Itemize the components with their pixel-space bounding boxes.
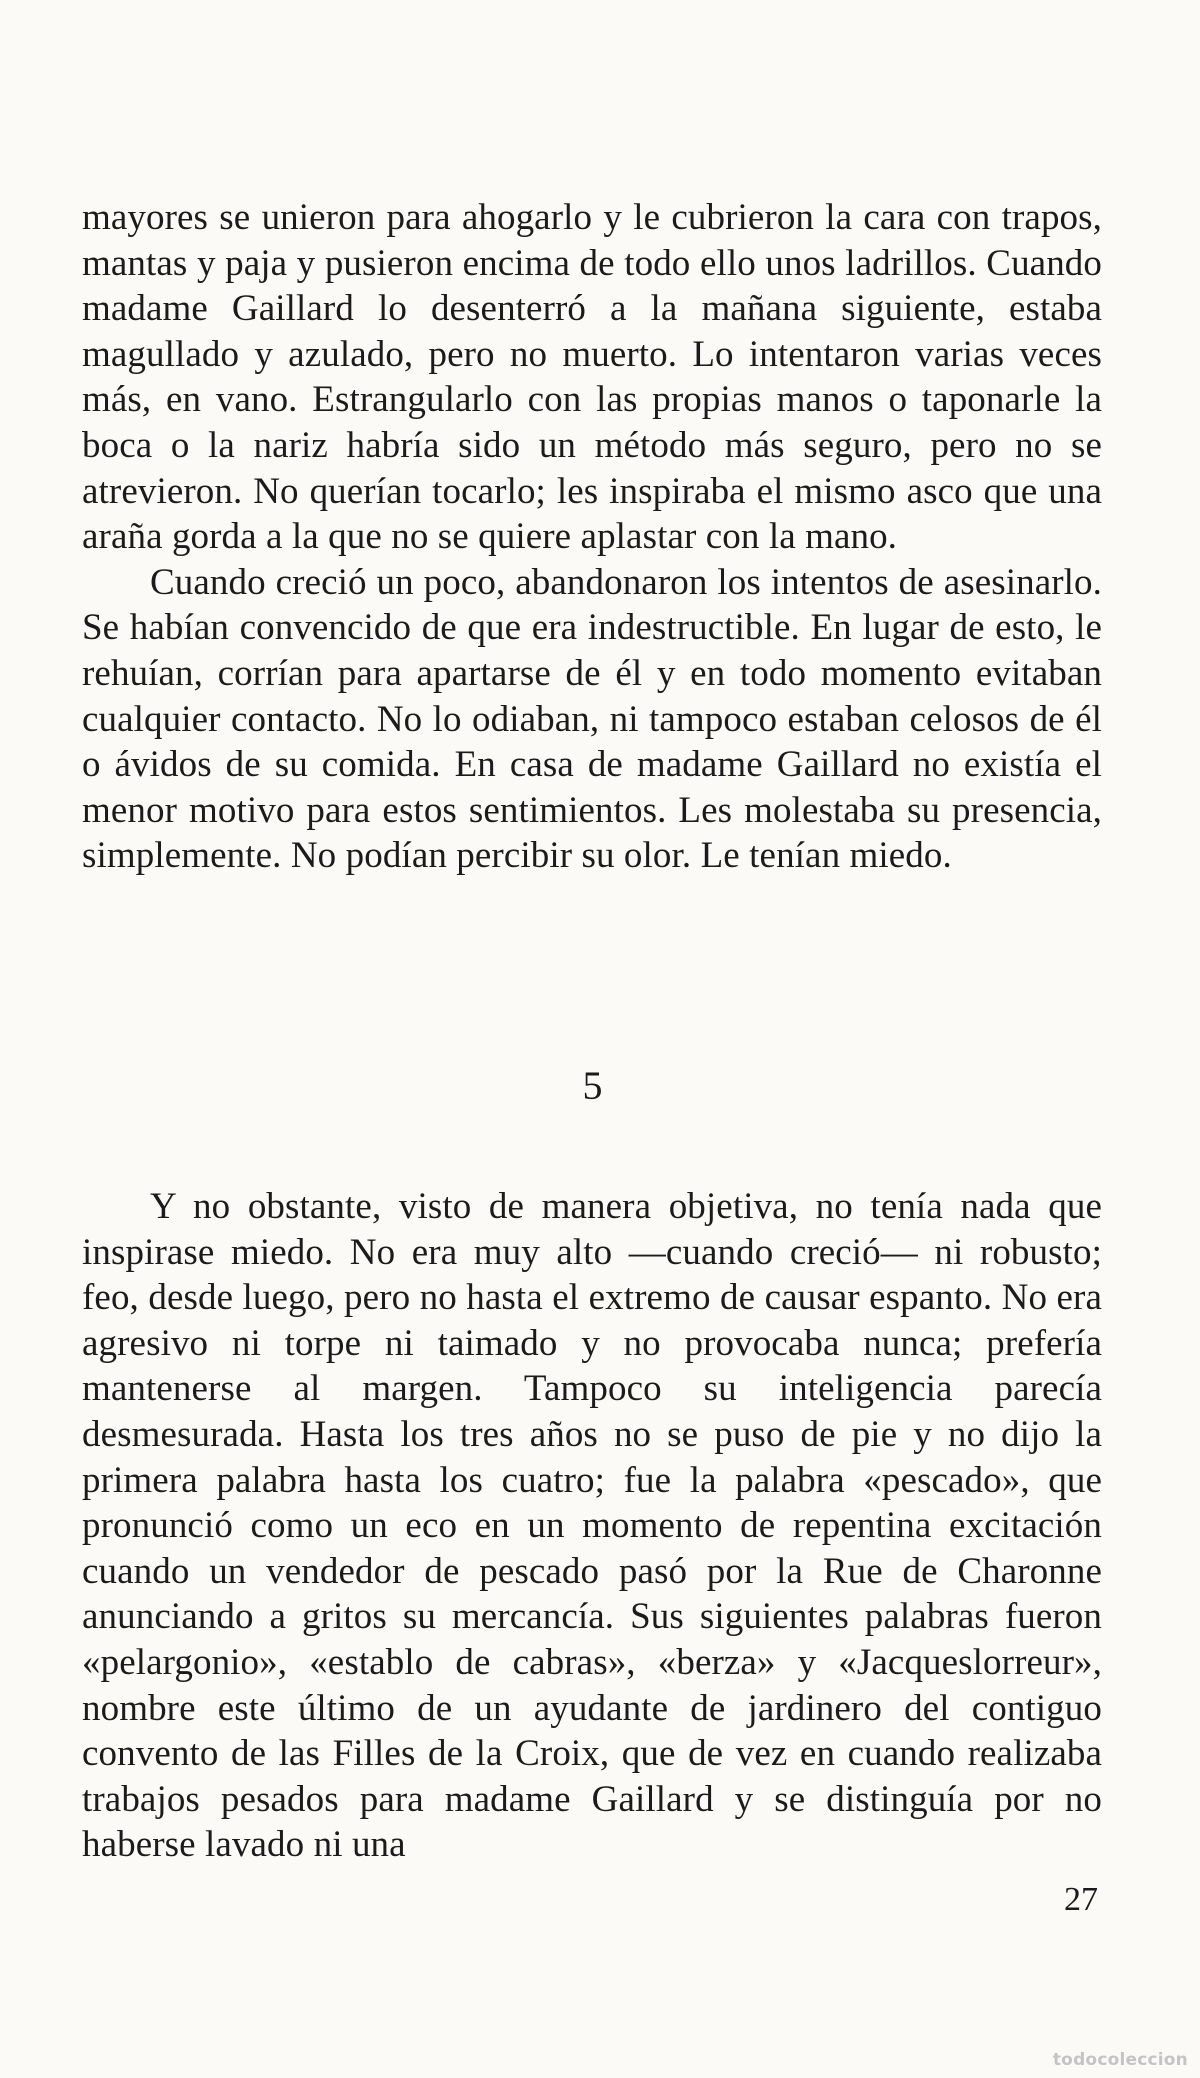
paragraph: Y no obstante, visto de manera objetiva, no tenía nada que inspirase miedo. No era muy alto —cuando creció— ni robusto; feo, desde luego, pero no hasta el extremo de causar espanto. No era agresivo ni torpe ni taimado y no provocaba nunca; prefería mantenerse al margen. Tampoco su inteligencia parecía desmesurada. Hasta los tres años no se puso de pie y no dijo la primera palabra hasta los cuatro; fue la palabra «pescado», que pronunció como un eco en un momento de repentina excitación cuando un vendedor de pescado pasó por la Rue de Charonne anunciando a gritos su mercancía. Sus siguientes palabras fueron «pelargonio», «establo de cabras», «berza» y «Jacqueslorreur», nombre este último de un ayudante de jardinero del contiguo convento de las Filles de la Croix, que de vez en cuando realizaba trabajos pesados para madame Gaillard y se distinguía por no haberse lavado ni una — [82, 1186, 1102, 1866]
paragraph: Cuando creció un poco, abandonaron los intentos de asesinarlo. Se habían convencido de que era indestructible. En lugar de esto, le rehuían, corrían para apartarse de él y en todo momento evitaban cualquier contacto. No lo odiaban, ni tampoco estaban celosos de él o ávidos de su comida. En casa de madame Gaillard no existía el menor motivo para estos sentimientos. Les molestaba su presencia, simplemente. No podían percibir su olor. Le tenían miedo. — [82, 561, 1102, 877]
text-block-before-chapter — [82, 195, 1102, 879]
chapter-number: 5 — [582, 1063, 603, 1108]
text-block-chapter-5 — [82, 1184, 1102, 1868]
page-number: 27 — [1064, 1881, 1098, 1918]
paragraph: mayores se unieron para ahogarlo y le cubrieron la cara con trapos, mantas y paja y pusieron encima de todo ello unos ladrillos. Cuando madame Gaillard lo desenterró a la mañana siguiente, estaba magullado y azulado, pero no muerto. Lo intentaron varias veces más, en vano. Estrangularlo con las propias manos o taponarle la boca o la nariz habría sido un método más seguro, pero no se atrevieron. No querían tocarlo; les inspiraba el mismo asco que una araña gorda a la que no se quiere aplastar con la mano. — [82, 197, 1102, 558]
watermark: todocoleccion — [1052, 2050, 1188, 2070]
